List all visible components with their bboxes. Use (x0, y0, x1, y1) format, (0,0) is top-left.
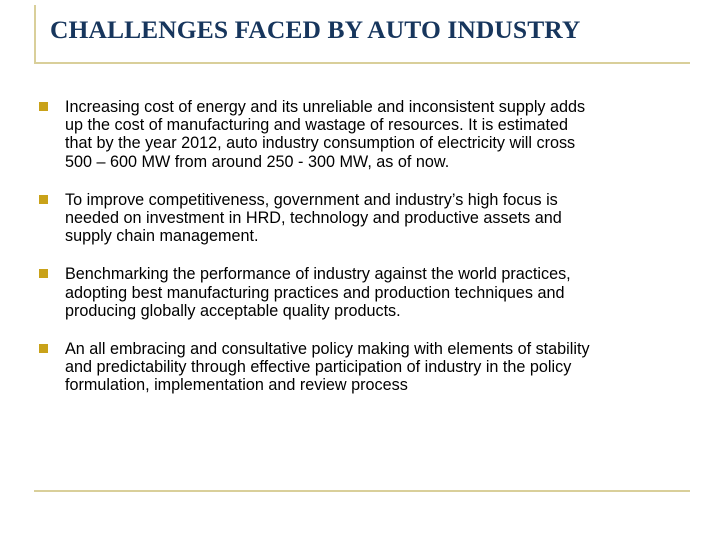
bullet-line: up the cost of manufacturing and wastage of resources. It is estimated (65, 116, 568, 135)
bullet-text (65, 191, 696, 246)
square-bullet-icon (39, 102, 48, 111)
bullet-list (36, 98, 696, 415)
bullet-item (36, 265, 696, 320)
slide-title: CHALLENGES FACED BY AUTO INDUSTRY (50, 15, 581, 44)
bullet-line: Benchmarking the performance of industry against the world practices, (65, 265, 571, 284)
title-left-divider (34, 5, 36, 63)
bullet-line: supply chain management. (65, 227, 259, 246)
bullet-text (65, 98, 696, 171)
bullet-line: 500 – 600 MW from around 250 - 300 MW, as of now. (65, 152, 450, 171)
bullet-item (36, 191, 696, 246)
bullet-text (65, 265, 696, 320)
bullet-line: and predictability through effective participation of industry in the policy (65, 358, 572, 377)
bullet-item (36, 98, 696, 171)
square-bullet-icon (39, 344, 48, 353)
bullet-line: producing globally acceptable quality products. (65, 301, 401, 320)
bullet-line: To improve competitiveness, government and industry’s high focus is (65, 190, 558, 209)
bullet-line: adopting best manufacturing practices and production techniques and (65, 283, 565, 302)
footer-divider (34, 490, 690, 492)
square-bullet-icon (39, 195, 48, 204)
title-bottom-divider (34, 62, 690, 64)
bullet-line: that by the year 2012, auto industry consumption of electricity will cross (65, 134, 576, 153)
bullet-line: Increasing cost of energy and its unreliable and inconsistent supply adds (65, 98, 586, 116)
square-bullet-icon (39, 269, 48, 278)
bullet-line: An all embracing and consultative policy making with elements of stability (65, 340, 590, 359)
bullet-item (36, 340, 696, 395)
bullet-line: formulation, implementation and review process (65, 376, 408, 395)
bullet-line: needed on investment in HRD, technology and productive assets and (65, 209, 562, 228)
bullet-text (65, 340, 696, 395)
